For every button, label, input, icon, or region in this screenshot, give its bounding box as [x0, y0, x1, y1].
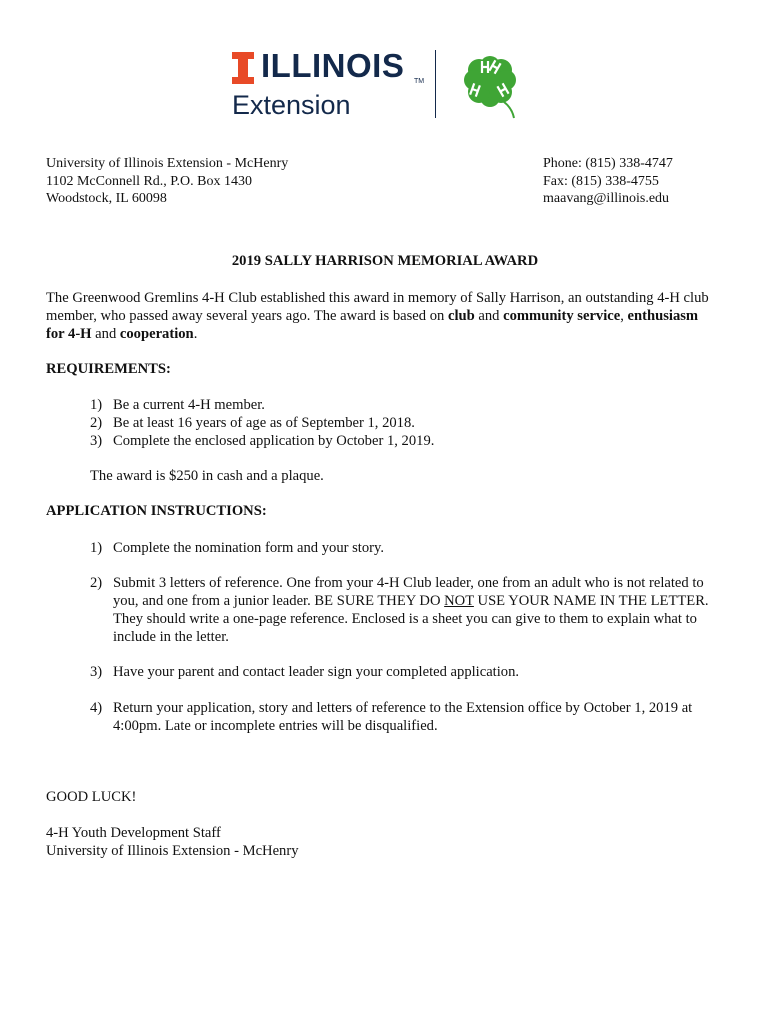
requirements-heading: REQUIREMENTS:: [46, 361, 171, 377]
intro-paragraph: [46, 289, 716, 343]
list-number: 3): [90, 664, 103, 680]
list-number: 2): [90, 575, 103, 591]
list-number: 1): [90, 397, 103, 413]
list-number: 2): [90, 415, 103, 431]
instruction-item-3: [90, 663, 720, 681]
instruction-item-1: [90, 539, 720, 557]
list-text: Be a current 4-H member.: [113, 397, 265, 413]
illinois-block-i-icon: [232, 52, 254, 84]
good-luck: GOOD LUCK!: [46, 789, 137, 805]
requirements-list: [90, 396, 690, 450]
address-line-2: 1102 McConnell Rd., P.O. Box 1430: [46, 173, 252, 189]
intro-text-1: The Greenwood Gremlins 4-H Club established this award in memory of Sally Harrison, an outstanding 4-H club member, who passed away several years ago. The award is based on: [46, 290, 709, 324]
intro-bold-club: club: [447, 308, 475, 324]
list-text: Complete the enclosed application by October 1, 2019.: [113, 433, 435, 449]
intro-bold-cooperation: cooperation: [119, 326, 194, 342]
signature-line-2: University of Illinois Extension - McHenry: [46, 843, 299, 859]
extension-wordmark: Extension: [232, 90, 351, 120]
list-number: 1): [90, 540, 103, 556]
intro-bold-community: community service: [503, 308, 621, 324]
intro-bold-enthusiasm: enthusiasm for 4-H: [46, 308, 699, 342]
four-leaf-clover-icon: [454, 50, 526, 122]
list-item: [90, 432, 690, 450]
instructions-heading: APPLICATION INSTRUCTIONS:: [46, 503, 267, 519]
page-title: 2019 SALLY HARRISON MEMORIAL AWARD: [231, 253, 539, 269]
instruction-item-2: [90, 574, 722, 646]
list-text: Be at least 16 years of age as of September 1, 2018.: [113, 415, 415, 431]
signature-line-1: 4-H Youth Development Staff: [46, 825, 221, 841]
award-statement: The award is $250 in cash and a plaque.: [90, 468, 324, 484]
list-text: Have your parent and contact leader sign your completed application.: [113, 664, 520, 680]
list-text-part-a: Submit 3 letters of reference. One from your 4-H Club leader, one from an adult who is not related to you, and one from a junior leader. BE SURE THEY DO: [113, 575, 704, 609]
list-text-part-b: USE YOUR NAME IN THE LETTER. They should write a one-page reference. Enclosed is a sheet you can give to them to explain what to include in the letter.: [113, 593, 709, 645]
intro-text-4: and: [91, 326, 120, 342]
email-link[interactable]: maavang@illinois.edu: [543, 191, 670, 206]
signature-block: [46, 824, 299, 860]
office-address: [46, 155, 288, 208]
list-item: [90, 414, 690, 432]
address-line-1: University of Illinois Extension - McHenry: [46, 156, 289, 171]
intro-text-5: .: [193, 326, 198, 342]
instruction-item-4: [90, 699, 722, 735]
logo: [232, 48, 532, 122]
address-line-3: Woodstock, IL 60098: [46, 191, 167, 206]
phone: Phone: (815) 338-4747: [543, 156, 673, 171]
intro-text-3: ,: [620, 308, 628, 324]
contact-info: [543, 155, 673, 208]
list-text: Return your application, story and letters of reference to the Extension office by October 1, 2019 at 4:00pm. Late or incomplete entries will be disqualified.: [113, 700, 693, 734]
intro-text-2: and: [474, 308, 504, 324]
illinois-wordmark: ILLINOIS: [261, 47, 405, 84]
fax: Fax: (815) 338-4755: [543, 173, 659, 189]
list-number: 3): [90, 433, 103, 449]
list-item: [90, 396, 690, 414]
list-number: 4): [90, 700, 103, 716]
logo-divider: [435, 50, 436, 118]
emphasis-not: NOT: [444, 593, 474, 609]
trademark-mark: TM: [414, 78, 425, 85]
list-text: Complete the nomination form and your story.: [113, 540, 385, 556]
